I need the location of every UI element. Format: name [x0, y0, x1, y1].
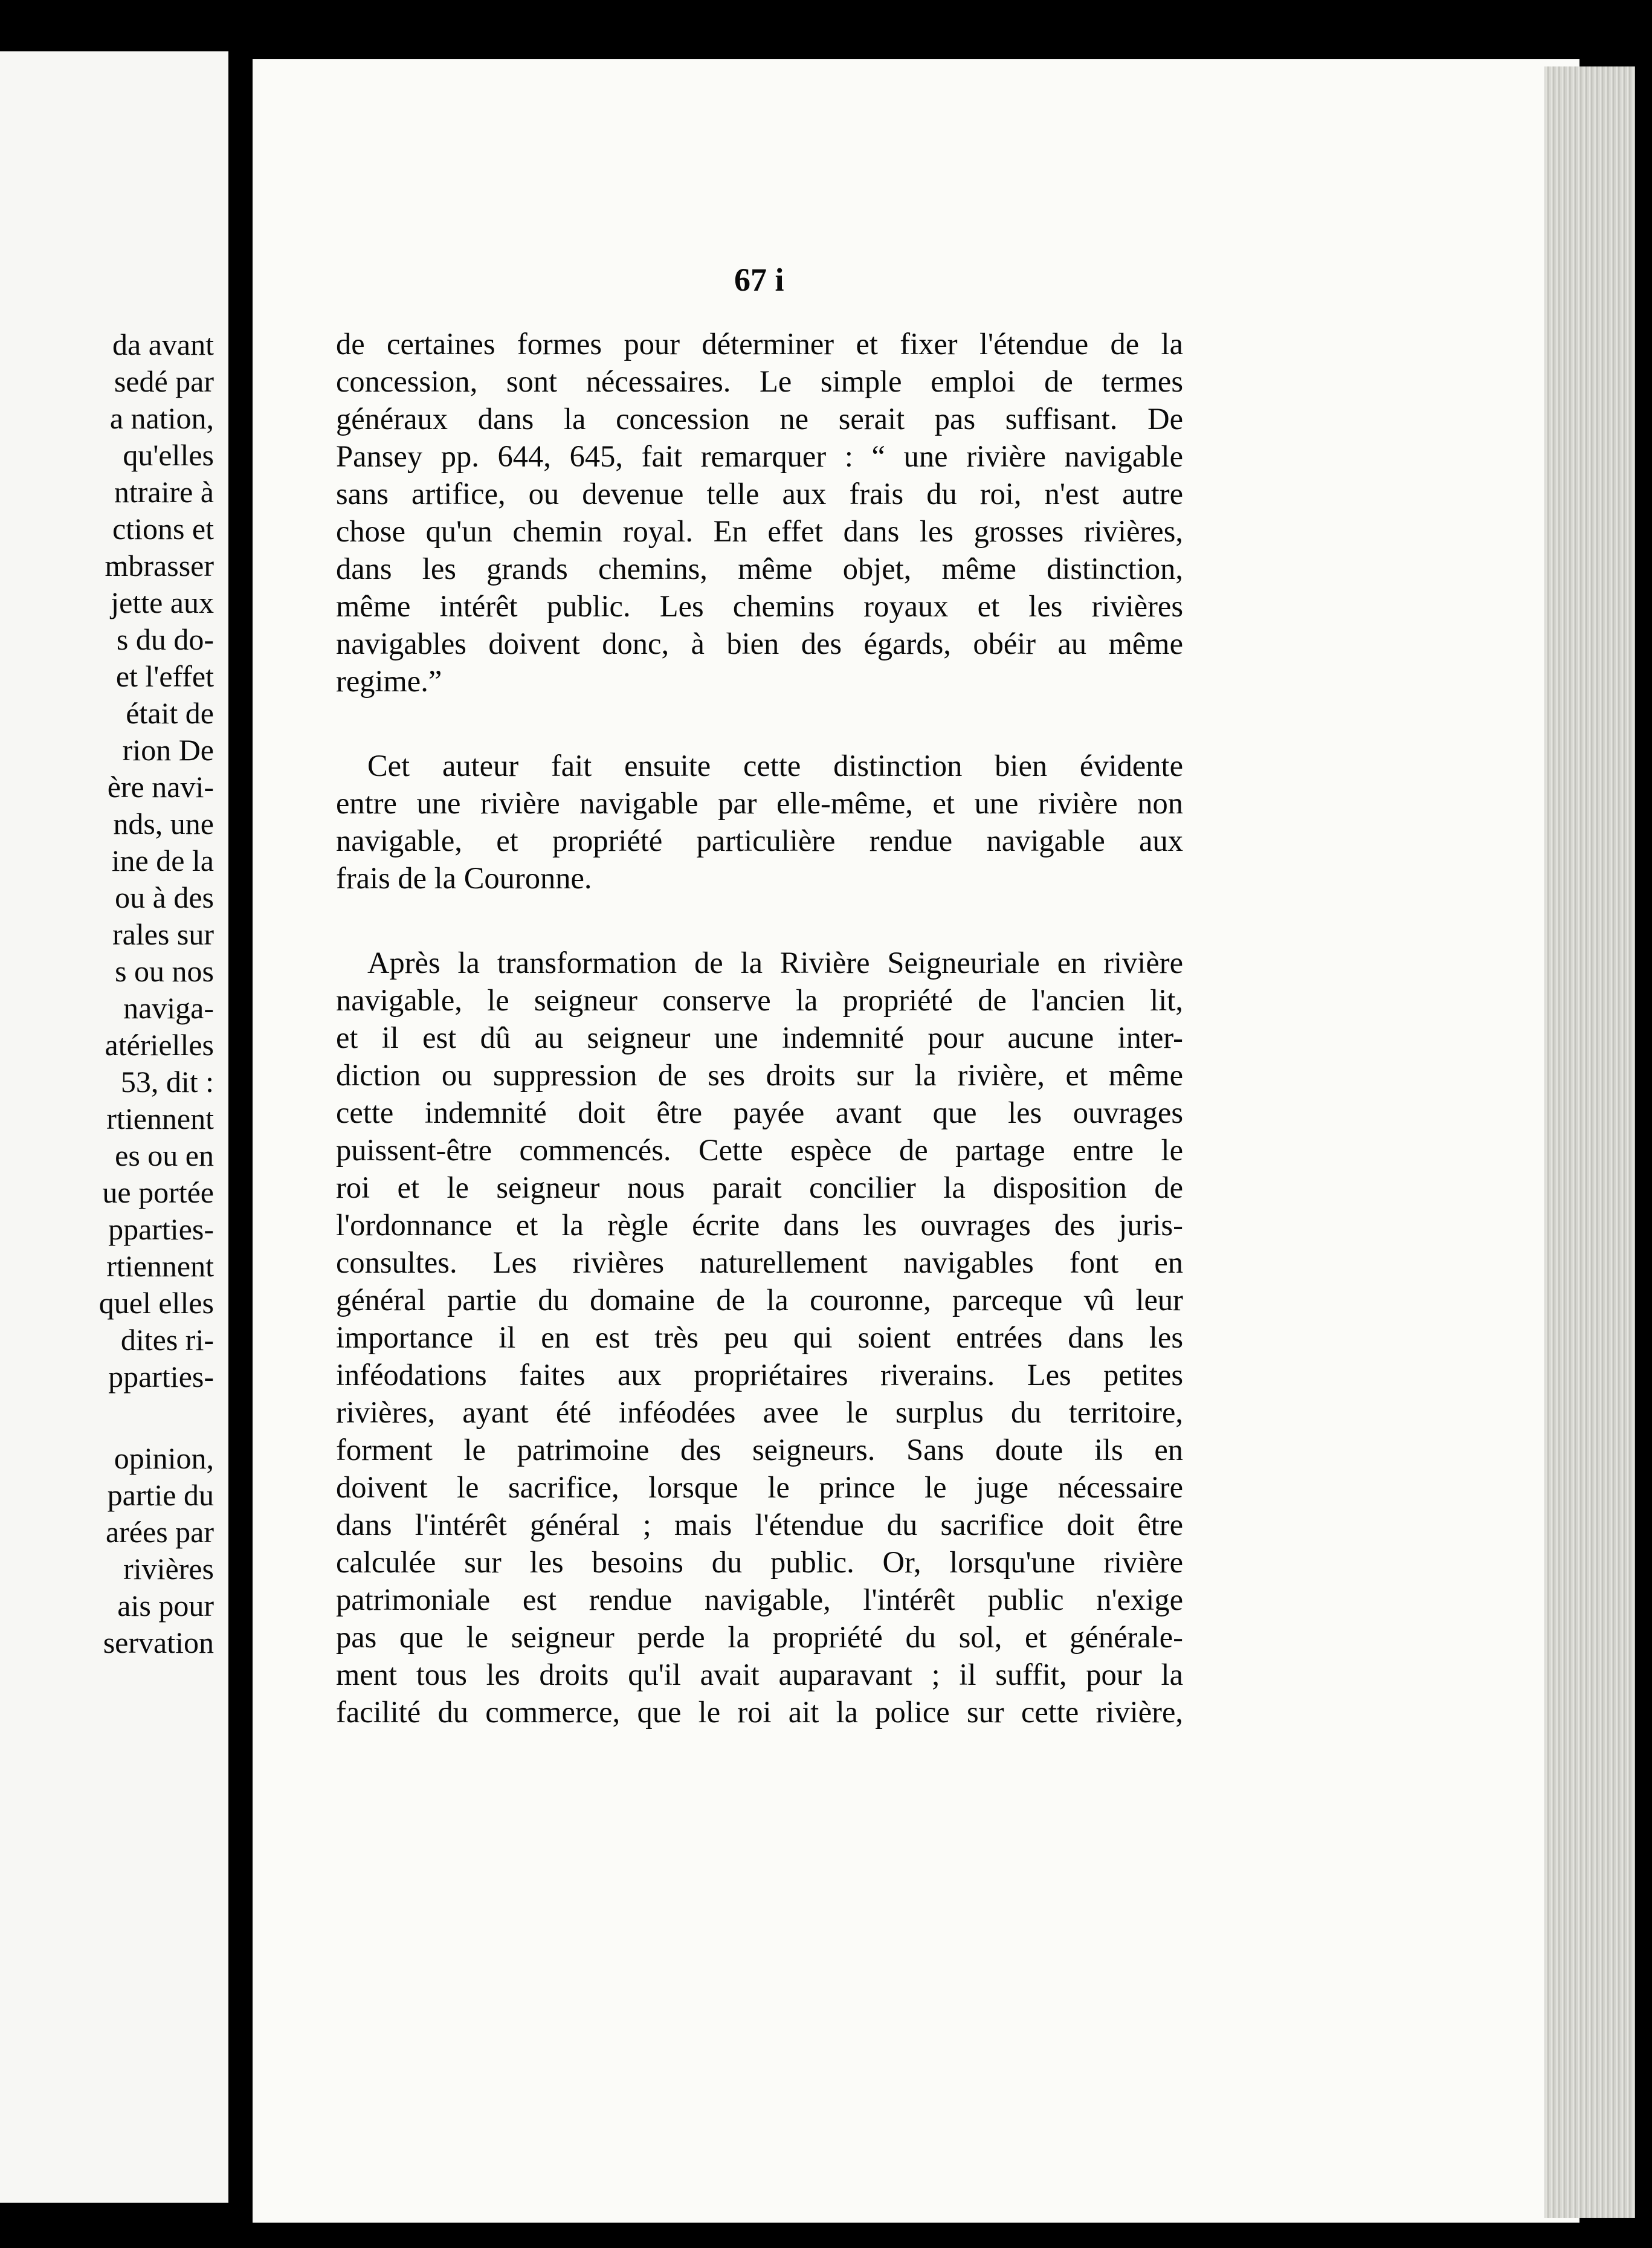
previous-page-line: ine de la [111, 844, 214, 877]
previous-page-line: sedé par [114, 364, 214, 398]
text-line: entre une rivière navigable par elle-même, et une rivière non [336, 786, 1183, 820]
previous-page-line: mbrasser [105, 549, 214, 583]
previous-page-line: da avant [112, 328, 214, 361]
text-line: frais de la Couronne. [336, 861, 592, 895]
previous-page-line: quel elles [98, 1286, 214, 1320]
previous-page-line: pparties- [108, 1212, 214, 1246]
previous-page-line: ère navi- [107, 770, 214, 804]
page-number: 67 i [734, 262, 784, 298]
text-line: facilité du commerce, que le roi ait la police sur cette rivière, [336, 1695, 1183, 1729]
page-body [336, 325, 1183, 1731]
paragraph-3 [336, 944, 1183, 1731]
previous-page-fragment [0, 51, 228, 2203]
text-line: patrimoniale est rendue navigable, l'intérêt public n'exige [336, 1583, 1183, 1617]
paragraph-gap [0, 1395, 214, 1440]
previous-page-line: et l'effet [115, 659, 214, 693]
paragraph-1 [336, 325, 1183, 700]
text-line: même intérêt public. Les chemins royaux et les rivières [336, 589, 1183, 623]
previous-page-line: partie du [107, 1478, 214, 1512]
previous-page-line: s ou nos [115, 954, 214, 988]
previous-page-line: rivières [123, 1552, 214, 1586]
text-line: dans l'intérêt général ; mais l'étendue du sacrifice doit être [336, 1508, 1183, 1542]
previous-page-line: pparties- [108, 1360, 214, 1394]
previous-page-line: ou à des [115, 880, 214, 914]
text-line: et il est dû au seigneur une indemnité pour aucune inter- [336, 1021, 1183, 1055]
text-line: navigables doivent donc, à bien des égards, obéir au même [336, 627, 1183, 661]
text-line: général partie du domaine de la couronne, parceque vû leur [336, 1283, 1183, 1317]
text-line: doivent le sacrifice, lorsque le prince le juge nécessaire [336, 1470, 1183, 1504]
text-line: calculée sur les besoins du public. Or, lorsqu'une rivière [336, 1545, 1183, 1579]
text-line: inféodations faites aux propriétaires riverains. Les petites [336, 1358, 1183, 1392]
previous-page-line: arées par [105, 1515, 214, 1549]
previous-page-line: a nation, [109, 401, 214, 435]
text-line: importance il en est très peu qui soient entrées dans les [336, 1320, 1183, 1354]
previous-page-line: naviga- [123, 991, 214, 1025]
text-line: Cet auteur fait ensuite cette distinction bien évidente [367, 749, 1183, 783]
text-line: Pansey pp. 644, 645, fait remarquer : “ une rivière navigable [336, 439, 1183, 473]
text-line: consultes. Les rivières naturellement navigables font en [336, 1245, 1183, 1279]
previous-page-line: es ou en [115, 1139, 214, 1172]
text-line: regime.” [336, 664, 442, 698]
previous-page-line: opinion, [114, 1441, 214, 1475]
text-line: dans les grands chemins, même objet, même distinction, [336, 552, 1183, 586]
text-line: roi et le seigneur nous parait concilier la disposition de [336, 1171, 1183, 1204]
paragraph-2 [336, 747, 1183, 897]
page-stack-edge [1544, 66, 1635, 2218]
text-line: ment tous les droits qu'il avait auparavant ; il suffit, pour la [336, 1658, 1183, 1691]
text-line: diction ou suppression de ses droits sur la rivière, et même [336, 1058, 1183, 1092]
previous-page-line: ue portée [102, 1175, 214, 1209]
previous-page-line: servation [103, 1626, 214, 1659]
text-line: Après la transformation de la Rivière Seigneuriale en rivière [367, 946, 1183, 980]
previous-page-line: 53, dit : [120, 1065, 214, 1099]
previous-page-line: s du do- [116, 622, 214, 656]
text-line: forment le patrimoine des seigneurs. Sans doute ils en [336, 1433, 1183, 1467]
paragraph-gap [336, 700, 1183, 747]
text-line: de certaines formes pour déterminer et fixer l'étendue de la [336, 327, 1183, 361]
previous-page-line: ais pour [117, 1589, 214, 1623]
text-line: chose qu'un chemin royal. En effet dans les grosses rivières, [336, 514, 1183, 548]
previous-page-line: rtiennent [106, 1102, 214, 1135]
previous-page-line: dites ri- [120, 1323, 214, 1357]
previous-page-line: ctions et [112, 512, 214, 546]
previous-page-line: ntraire à [114, 475, 214, 509]
paragraph-gap [336, 897, 1183, 944]
text-line: pas que le seigneur perde la propriété du sol, et générale- [336, 1620, 1183, 1654]
previous-page-text-column [0, 326, 214, 1661]
previous-page-line: rtiennent [106, 1249, 214, 1283]
text-line: l'ordonnance et la règle écrite dans les ouvrages des juris- [336, 1208, 1183, 1242]
text-line: puissent-être commencés. Cette espèce de partage entre le [336, 1133, 1183, 1167]
text-line: rivières, ayant été inféodées avee le surplus du territoire, [336, 1395, 1183, 1429]
previous-page-line: rales sur [112, 917, 214, 951]
text-line: navigable, le seigneur conserve la propriété de l'ancien lit, [336, 983, 1183, 1017]
previous-page-line: atérielles [105, 1028, 214, 1062]
previous-page-line: nds, une [113, 807, 214, 841]
text-line: sans artifice, ou devenue telle aux frais du roi, n'est autre [336, 477, 1183, 511]
previous-page-line: jette aux [111, 586, 214, 619]
text-line: concession, sont nécessaires. Le simple emploi de termes [336, 364, 1183, 398]
text-line: cette indemnité doit être payée avant que les ouvrages [336, 1096, 1183, 1129]
text-line: navigable, et propriété particulière rendue navigable aux [336, 824, 1183, 858]
previous-page-line: rion De [122, 733, 214, 767]
previous-page-line: était de [126, 696, 214, 730]
text-line: généraux dans la concession ne serait pas suffisant. De [336, 402, 1183, 436]
previous-page-line: qu'elles [123, 438, 214, 472]
